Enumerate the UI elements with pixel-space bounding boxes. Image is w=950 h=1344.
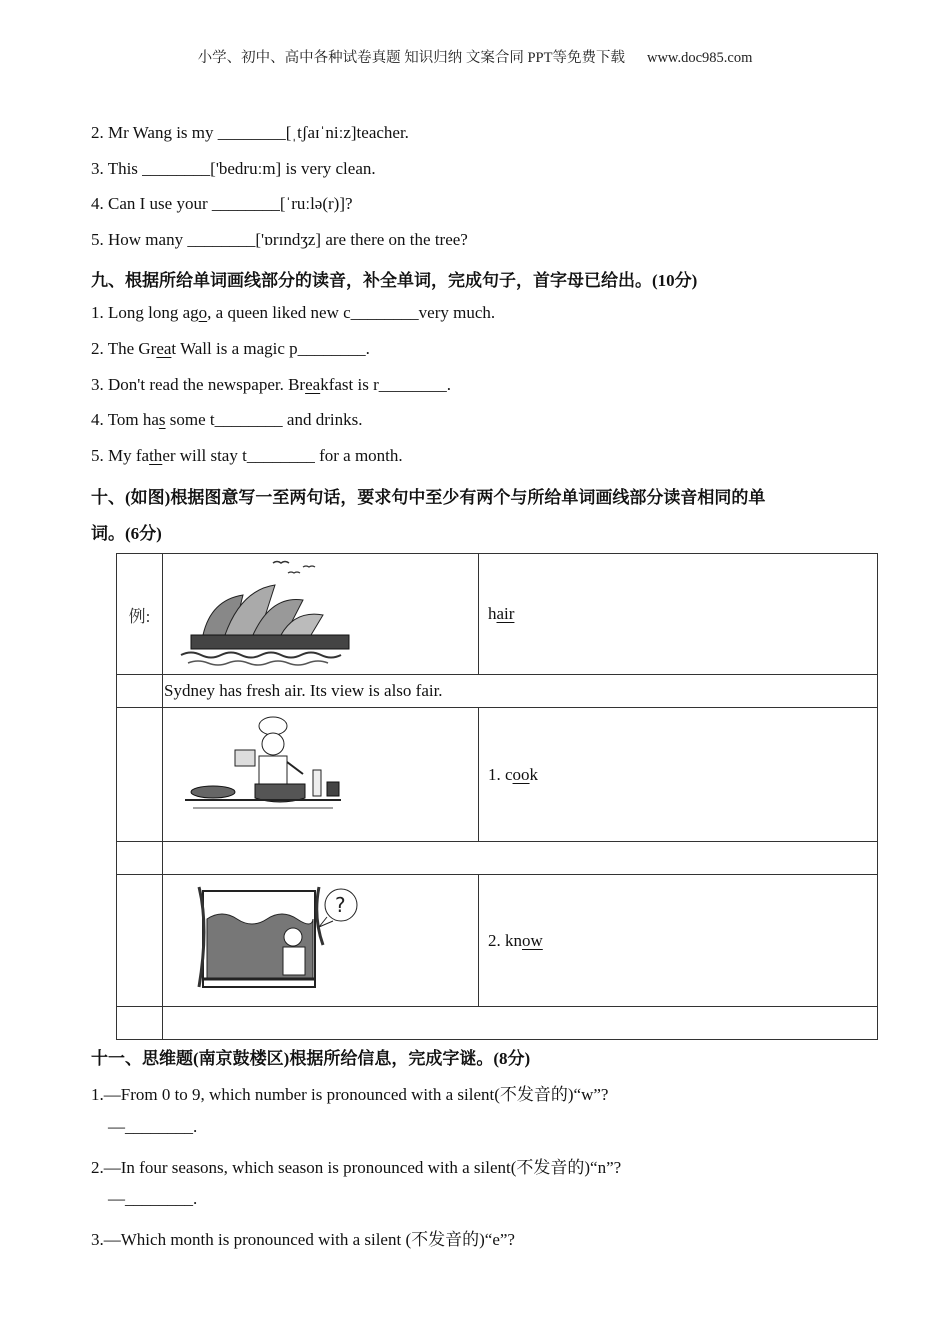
example-word: hair xyxy=(479,554,878,675)
part8-item-3: 3. This ________['bedruːm] is very clean. xyxy=(91,159,376,178)
part11-question-2: 2.—In four seasons, which season is pronounced with a silent(不发音的)“n”? xyxy=(91,1158,622,1177)
question2-row xyxy=(117,875,878,1007)
opera-house-picture xyxy=(163,554,479,675)
part10-title-line2: 词。(6分) xyxy=(91,524,162,543)
chef-cooking-icon xyxy=(163,712,363,838)
page-header xyxy=(0,46,950,67)
example-sentence: Sydney has fresh air. Its view is also fair. xyxy=(163,675,878,708)
part9-item-2: 2. The Great Wall is a magic p________. xyxy=(91,339,370,358)
part11-question-1: 1.—From 0 to 9, which number is pronounced with a silent(不发音的)“w”? xyxy=(91,1085,609,1104)
part9-item-5: 5. My father will stay t________ for a month. xyxy=(91,446,403,465)
example-label: 例: xyxy=(117,554,163,675)
picture-writing-table xyxy=(116,553,878,1040)
question1-row xyxy=(117,708,878,842)
header-url: www.doc985.com xyxy=(646,50,753,66)
part8-item-2: 2. Mr Wang is my ________[ˌtʃaɪˈniːz]teacher. xyxy=(91,123,409,142)
part9-item-3: 3. Don't read the newspaper. Breakfast is r________. xyxy=(91,375,451,394)
svg-text:?: ? xyxy=(335,892,346,917)
part11-title: 十一、思维题(南京鼓楼区)根据所给信息，完成字谜。(8分) xyxy=(91,1049,531,1068)
question1-word: 1. cook xyxy=(479,708,878,842)
header-left-text: 小学、初中、高中各种试卷真题 知识归纳 文案合同 PPT等免费下载 xyxy=(197,50,625,66)
answer1-row xyxy=(117,842,878,875)
window-boy-picture xyxy=(163,875,479,1007)
part11-answer-1: —________. xyxy=(108,1117,198,1136)
part8-item-5: 5. How many ________['ɒrɪndʒz] are there on the tree? xyxy=(91,230,468,249)
part9-title: 九、根据所给单词画线部分的读音，补全单词，完成句子，首字母已给出。(10分) xyxy=(91,271,698,290)
boy-at-window-icon xyxy=(163,879,383,1003)
chef-picture xyxy=(163,708,479,842)
part9-item-1: 1. Long long ago, a queen liked new c________very much. xyxy=(91,303,496,322)
part11-question-3: 3.—Which month is pronounced with a silent (不发音的)“e”? xyxy=(91,1230,515,1249)
part8-item-4: 4. Can I use your ________[ˈruːlə(r)]? xyxy=(91,194,353,213)
part9-item-4: 4. Tom has some t________ and drinks. xyxy=(91,410,363,429)
example-sentence-row xyxy=(117,675,878,708)
opera-house-icon xyxy=(163,555,363,673)
answer2-blank[interactable] xyxy=(163,1007,878,1040)
example-row xyxy=(117,554,878,675)
answer2-row xyxy=(117,1007,878,1040)
part11-answer-2: —________. xyxy=(108,1189,198,1208)
part10-title-line1: 十、(如图)根据图意写一至两句话，要求句中至少有两个与所给单词画线部分读音相同的单 xyxy=(91,488,766,507)
question2-word: 2. know xyxy=(479,875,878,1007)
answer1-blank[interactable] xyxy=(163,842,878,875)
